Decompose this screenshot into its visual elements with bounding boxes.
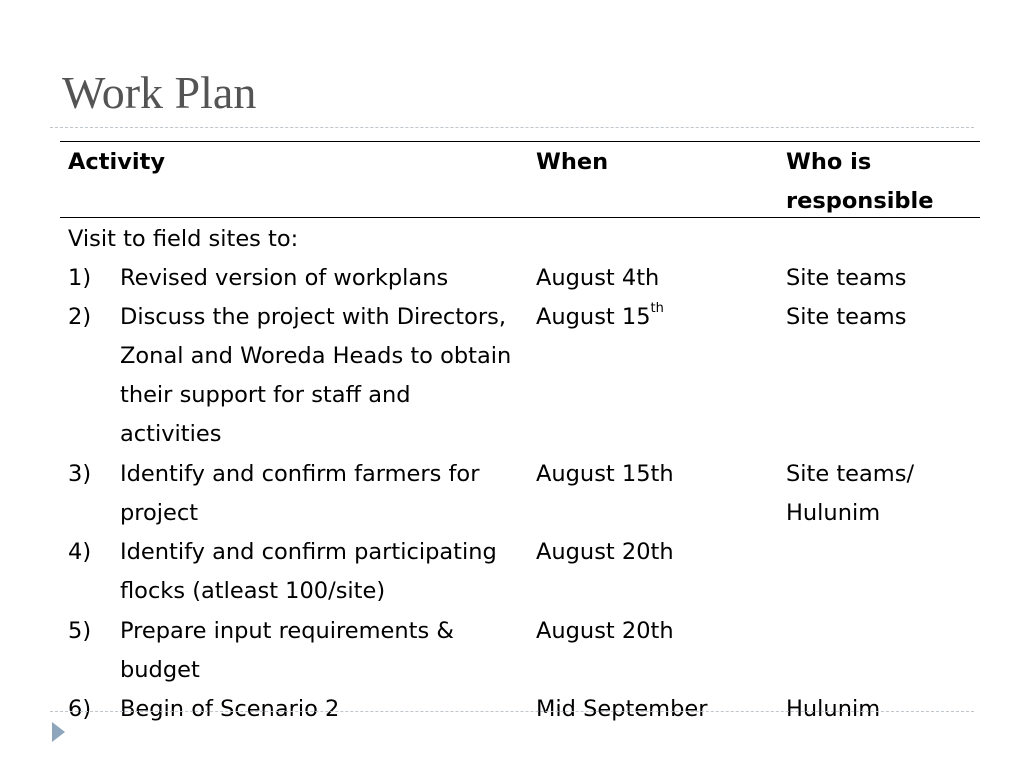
row-1-who: Site teams [786, 265, 907, 291]
row-2-when [536, 298, 664, 337]
row-2-who: Site teams [786, 304, 907, 330]
table-top-rule [60, 141, 980, 142]
slide-title: Work Plan [62, 67, 257, 118]
row-2-activity-line2: Zonal and Woreda Heads to obtain [120, 343, 512, 369]
row-4-when: August 20th [536, 539, 674, 565]
row-3-when: August 15th [536, 461, 674, 487]
row-4-activity-line2: flocks (atleast 100/site) [120, 578, 386, 604]
footer-divider [50, 711, 974, 712]
row-5-activity-line2: budget [120, 657, 200, 683]
header-who-line1: Who is [786, 149, 872, 175]
table-intro: Visit to field sites to: [68, 226, 299, 252]
row-1-activity: Revised version of workplans [120, 265, 449, 291]
row-3-who-line2: Hulunim [786, 500, 881, 526]
row-6-number: 6) [68, 696, 92, 722]
header-when: When [536, 149, 609, 175]
row-2-activity-line4: activities [120, 421, 222, 447]
row-5-activity-line1: Prepare input requirements & [120, 618, 454, 644]
row-2-when-base: August 15 [536, 304, 651, 330]
row-2-number: 2) [68, 304, 92, 330]
header-who-line2: responsible [786, 188, 934, 214]
row-5-when: August 20th [536, 618, 674, 644]
row-1-number: 1) [68, 265, 92, 291]
row-2-when-sup: th [650, 301, 664, 316]
row-6-when: Mid September [536, 696, 708, 722]
play-triangle-icon [52, 722, 65, 742]
row-4-activity-line1: Identify and confirm participating [120, 539, 497, 565]
row-4-number: 4) [68, 539, 92, 565]
row-1-when: August 4th [536, 265, 660, 291]
row-2-activity-line1: Discuss the project with Directors, [120, 304, 506, 330]
row-2-activity-line3: their support for staff and [120, 382, 411, 408]
row-3-activity-line2: project [120, 500, 199, 526]
title-divider [50, 127, 974, 128]
row-3-number: 3) [68, 461, 92, 487]
header-activity: Activity [68, 149, 166, 175]
row-5-number: 5) [68, 618, 92, 644]
row-3-activity-line1: Identify and confirm farmers for [120, 461, 480, 487]
row-3-who-line1: Site teams/ [786, 461, 915, 487]
row-6-activity: Begin of Scenario 2 [120, 696, 340, 722]
row-6-who: Hulunim [786, 696, 881, 722]
